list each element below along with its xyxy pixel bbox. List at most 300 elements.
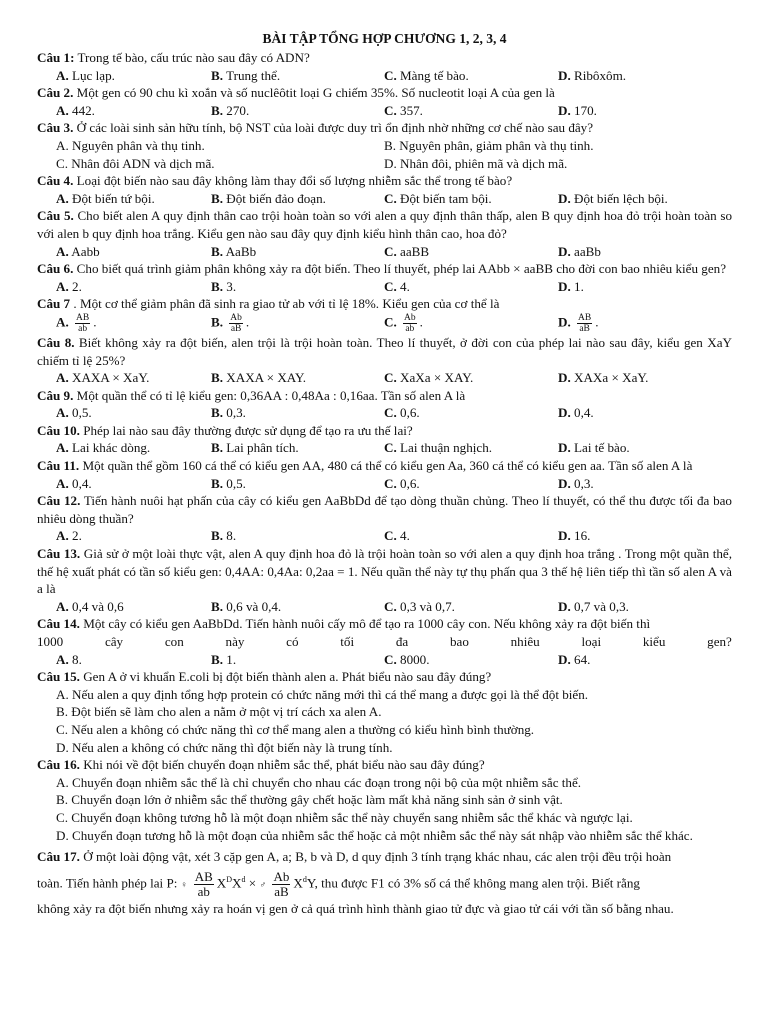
fraction-denominator: aB [230, 323, 242, 334]
option-text: 8000. [400, 651, 430, 667]
answer-option [56, 190, 211, 208]
answer-option [56, 278, 211, 296]
female-symbol: ♀ [180, 879, 188, 890]
answer-option [384, 404, 558, 422]
question-label: Câu 1: [37, 50, 75, 65]
question-word: loại [581, 634, 602, 649]
option-label: D. [558, 598, 571, 614]
question-text: Một gen có 90 chu kì xoắn và số nuclêôtit loại G chiếm 35%. Số nucleotit loại A của gen là [76, 85, 555, 101]
question-text: Một quần thể gồm 160 cá thể có kiểu gen AA, 480 cá thể có kiểu gen Aa, 360 cá thể có kiểu gen aa. Tần số alen A là [82, 458, 693, 474]
answer-option [558, 598, 732, 616]
option-text: Đột biến sẽ làm cho alen a nằm ở một vị trí cách xa alen A. [71, 704, 382, 720]
question-text: Loại đột biến nào sau đây không làm thay đổi số lượng nhiễm sắc thể trong tế bào? [76, 173, 513, 189]
answer-option [384, 243, 558, 261]
option-label: A. [56, 774, 69, 790]
allele-superscript: d [241, 875, 246, 885]
question-text: Cho biết alen A quy định thân cao trội hoàn toàn so với alen a quy định thân thấp, alen B quy định hoa đỏ trội hoàn toàn so với alen b quy định hoa trắng. Kiểu gen nào sau đây quy định kiểu hình thân cao, hoa đỏ? [37, 208, 732, 241]
question-label: Câu 7 [37, 296, 71, 312]
answer-option [56, 243, 211, 261]
page-title: BÀI TẬP TỔNG HỢP CHƯƠNG 1, 2, 3, 4 [262, 31, 507, 46]
option-label: B. [56, 792, 69, 808]
question-text: không xảy ra đột biến nhưng xảy ra hoán vị gen ở cả quá trình hình thành giao tử đực và giao tử cái với tần số bằng nhau. [37, 901, 674, 917]
option-label: C. [384, 440, 397, 456]
question-text-line [37, 615, 732, 633]
question-word: này [225, 634, 245, 649]
option-text: 442. [72, 102, 95, 118]
genotype-fraction-male [272, 870, 290, 899]
fraction-numerator: Ab [230, 312, 242, 323]
question-word: tối [340, 634, 355, 649]
answer-option [211, 475, 384, 493]
option-text: 4. [400, 528, 410, 544]
answer-option [56, 774, 732, 792]
option-label: C. [384, 651, 397, 667]
answer-option [56, 739, 732, 757]
q17-line3 [37, 899, 732, 919]
answer-option [211, 369, 384, 387]
option-label: B. [211, 190, 224, 206]
q17-suffix: , thu được F1 có 3% số cá thể không mang alen trội. Biết rằng [314, 875, 640, 891]
option-label: D. [558, 102, 571, 118]
option-text: aaBb [574, 243, 601, 259]
option-text: Đột biến tam bội. [400, 190, 492, 206]
option-label: D. [558, 370, 571, 386]
question-17 [37, 844, 732, 919]
option-label: C. [384, 102, 397, 118]
option-text: 4. [400, 278, 410, 294]
option-text: 0,6. [400, 405, 420, 421]
answer-options [37, 369, 732, 387]
option-label: D. [56, 827, 69, 843]
option-label: B. [384, 137, 397, 153]
option-text: Nhân đôi, phiên mã và dịch mã. [400, 155, 568, 171]
option-label: D. [558, 278, 571, 294]
fraction-numerator: Ab [404, 312, 416, 323]
answer-option [384, 137, 732, 155]
option-text: Lai khác dòng. [72, 440, 151, 456]
option-label: A. [56, 102, 69, 118]
answer-options [37, 774, 732, 844]
q17-line1 [37, 844, 732, 870]
option-text: Nguyên phân, giảm phân và thụ tinh. [399, 137, 594, 153]
answer-option [211, 243, 384, 261]
question-label: Câu 10. [37, 422, 80, 438]
option-text: Nếu alen a không có chức năng thì cơ thể mang alen a thường có kiểu hình bình thường. [71, 721, 535, 737]
option-label: B. [211, 370, 224, 386]
question-label: Câu 15. [37, 669, 80, 685]
option-text: 64. [574, 651, 591, 667]
option-label: C. [384, 405, 397, 421]
option-text: AaBb [225, 243, 257, 259]
option-text: Đột biến lệch bội. [574, 190, 668, 206]
option-label: A. [56, 370, 69, 386]
question-text-line [37, 295, 732, 313]
option-label: D. [558, 405, 571, 421]
answer-options [37, 404, 732, 422]
answer-option [56, 809, 732, 827]
option-label: C. [384, 190, 397, 206]
option-text: Ribôxôm. [574, 67, 627, 83]
option-label: B. [211, 243, 224, 259]
question-text: Cho biết quá trình giảm phân không xảy ra đột biến. Theo lí thuyết, phép lai AAbb × aaBB cho đời con bao nhiêu kiểu gen? [76, 261, 727, 277]
option-text: 2. [72, 278, 82, 294]
answer-option [384, 651, 558, 669]
answer-option: B. $\frac{Ab}{aB}$ . [211, 312, 250, 334]
answer-option [56, 102, 211, 120]
question-text: Biết không xảy ra đột biến, alen trội là trội hoàn toàn. Theo lí thuyết, ở đời con của phép lai nào sau đây, kiểu gen XaY chiếm tỉ lệ 25%? [37, 334, 732, 368]
question-label: Câu 11. [37, 458, 80, 474]
option-text: Lai thuận nghịch. [400, 440, 493, 456]
option-label: B. [211, 405, 224, 421]
option-label: A. [56, 405, 69, 421]
answer-option [211, 278, 384, 296]
option-text: XAXA × XaY. [72, 370, 150, 386]
question-block [37, 668, 732, 756]
question-label: Câu 17. [37, 849, 80, 865]
option-label: A. [56, 475, 69, 491]
option-text: Aabb [71, 243, 100, 259]
answer-option [211, 404, 384, 422]
option-text: 0,6 và 0,4. [226, 598, 282, 614]
option-label: D. [558, 67, 571, 83]
question-word: cây [104, 634, 124, 649]
x-chromosome: X [293, 875, 303, 891]
question-label: Câu 6. [37, 261, 74, 277]
question-block [37, 49, 732, 84]
fraction-denominator: aB [579, 323, 590, 334]
answer-option [384, 439, 558, 457]
question-text-line [37, 334, 732, 369]
option-text: 16. [574, 528, 591, 544]
question-label: Câu 4. [37, 173, 74, 189]
option-text: 8. [72, 651, 82, 667]
answer-option [558, 67, 732, 85]
genotype-fraction [403, 313, 417, 334]
option-text: Nếu alen a quy định tổng hợp protein có chức năng mới thì cá thể mang a được gọi là thể đột biến. [72, 686, 589, 702]
question-label: Câu 12. [37, 493, 81, 509]
question-word: nhiêu [510, 634, 540, 649]
question-block [37, 207, 732, 260]
option-label: B. [211, 528, 224, 544]
answer-options [37, 137, 732, 172]
option-label: B. [211, 278, 224, 294]
option-text: XAXA × XAY. [226, 370, 307, 386]
question-block [37, 387, 732, 422]
cross-symbol: × [248, 875, 257, 891]
question-label: Câu 5. [37, 208, 74, 224]
option-text: 1. [226, 651, 237, 667]
option-text: Chuyển đoạn tương hỗ là một đoạn của nhiễm sắc thể hoặc cả một nhiễm sắc thể này sát nhập vào nhiễm sắc thể khác. [72, 827, 693, 843]
question-text-line [37, 492, 732, 527]
question-label: Câu 9. [37, 387, 74, 403]
option-text: 0,4. [72, 475, 92, 491]
question-text-line [37, 207, 732, 242]
answer-options [37, 243, 732, 261]
question-text: . Một cơ thể giảm phân đã sinh ra giao tử ab với tỉ lệ 18%. Kiểu gen của cơ thể là [73, 296, 500, 312]
option-label: C. [56, 155, 69, 171]
option-text: Nhân đôi ADN và dịch mã. [71, 155, 215, 171]
fraction-denominator: ab [197, 884, 210, 900]
option-text: Màng tế bào. [400, 67, 469, 83]
option-label: C. [384, 278, 397, 294]
answer-option [56, 137, 384, 155]
option-text: 0,4 và 0,6 [72, 598, 124, 614]
answer-option [558, 190, 732, 208]
answer-option [558, 527, 732, 545]
question-text: Trong tế bào, cấu trúc nào sau đây có ADN? [77, 50, 310, 65]
option-label: C. [384, 67, 397, 83]
question-block [37, 492, 732, 545]
answer-option [384, 278, 558, 296]
question-text: Ở các loài sinh sản hữu tính, bộ NST của loài được duy trì ổn định nhờ những cơ chế nào sau đây? [76, 120, 594, 136]
answer-option [211, 527, 384, 545]
option-label: C. [384, 528, 397, 544]
option-label: B. [211, 67, 224, 83]
option-label: C. [384, 243, 397, 259]
genotype-fraction [229, 313, 243, 334]
option-label: B. [211, 475, 224, 491]
option-label: A. [56, 67, 69, 83]
answer-options [37, 686, 732, 756]
option-label: B. [211, 440, 224, 456]
question-text-line [37, 668, 732, 686]
answer-option [384, 598, 558, 616]
option-text: Nếu alen a không có chức năng thì đột biến này là trung tính. [72, 739, 393, 755]
answer-option [56, 703, 732, 721]
question-text: Khi nói về đột biến chuyển đoạn nhiễm sắc thể, phát biểu nào sau đây đúng? [83, 757, 485, 773]
answer-option [56, 651, 211, 669]
answer-options [37, 598, 732, 616]
option-label: B. [211, 598, 224, 614]
genotype-fraction-female [194, 870, 214, 899]
question-label: Câu 3. [37, 120, 74, 136]
answer-option [558, 651, 732, 669]
answer-option [558, 278, 732, 296]
answer-options [37, 67, 732, 85]
option-text: 0,3. [574, 475, 594, 491]
option-text: Đột biến tứ bội. [72, 190, 155, 206]
option-text: 1. [574, 278, 584, 294]
answer-option [558, 102, 732, 120]
male-symbol: ♂ [259, 879, 267, 890]
question-label: Câu 16. [37, 757, 80, 773]
option-label: B. [211, 651, 224, 667]
option-label: B. [211, 102, 224, 118]
question-label: Câu 2. [37, 85, 74, 101]
question-block [37, 756, 732, 844]
option-label: D. [558, 314, 571, 330]
question-word: bao [449, 634, 469, 649]
option-label: D. [558, 243, 571, 259]
answer-option [384, 67, 558, 85]
answer-option [56, 475, 211, 493]
answer-options [37, 190, 732, 208]
answer-option [56, 439, 211, 457]
answer-options [37, 102, 732, 120]
question-text-line [37, 49, 732, 67]
option-label: D. [558, 528, 571, 544]
answer-option [56, 155, 384, 173]
question-text-line [37, 387, 732, 405]
question-text-line [37, 84, 732, 102]
answer-option: A. $\frac{AB}{ab}$ . [56, 312, 97, 334]
question-block [37, 422, 732, 457]
question-word: 1000 [37, 634, 64, 649]
question-label: Câu 14. [37, 616, 80, 632]
answer-option [56, 527, 211, 545]
question-text: Phép lai nào sau đây thường được sử dụng để tạo ra ưu thế lai? [83, 422, 413, 438]
answer-option [384, 369, 558, 387]
answer-option [384, 102, 558, 120]
option-label: D. [558, 190, 571, 206]
option-text: 357. [400, 102, 423, 118]
question-text: Ở một loài động vật, xét 3 cặp gen A, a; B, b và D, d quy định 3 tính trạng khác nhau, các alen trội đều trội hoàn [83, 849, 672, 865]
answer-option: D. $\frac{AB}{aB}$ . [558, 312, 599, 334]
option-label: A. [56, 686, 69, 702]
question-block [37, 84, 732, 119]
allele-superscript: D [226, 875, 233, 885]
option-text: Lai tế bào. [574, 440, 630, 456]
answer-option [211, 651, 384, 669]
option-text: 0,6. [400, 475, 420, 491]
question-label: Câu 13. [37, 546, 81, 562]
option-text: Chuyển đoạn không tương hỗ là một đoạn nhiễm sắc thể này chuyển sang nhiễm sắc thể khác và ngược lại. [71, 809, 633, 825]
answer-option [558, 404, 732, 422]
answer-options [37, 527, 732, 545]
option-label: D. [558, 440, 571, 456]
option-label: A. [56, 598, 69, 614]
option-label: B. [56, 704, 69, 720]
answer-option [211, 67, 384, 85]
option-label: C. [384, 598, 397, 614]
option-label: D. [558, 475, 571, 491]
option-text: XAXa × XaY. [574, 370, 649, 386]
option-label: A. [56, 528, 69, 544]
question-text-line [37, 633, 732, 651]
option-label: B. [211, 314, 224, 330]
question-text: Tiến hành nuôi hạt phấn của cây có kiểu gen AaBbDd để tạo dòng thuần chủng. Theo lí thuyết, có thể thu được tối đa bao nhiêu dòng thuần? [37, 493, 732, 526]
answer-option [384, 190, 558, 208]
answer-option [56, 686, 732, 704]
answer-option [384, 155, 732, 173]
option-label: C. [384, 370, 397, 386]
answer-option [384, 527, 558, 545]
answer-option [211, 439, 384, 457]
answer-option [211, 102, 384, 120]
question-word: có [286, 634, 299, 649]
question-label: Câu 8. [37, 334, 75, 350]
option-text: XaXa × XAY. [400, 370, 474, 386]
option-text: aaBB [400, 243, 430, 259]
answer-option [56, 827, 732, 845]
answer-option [558, 243, 732, 261]
answer-option [211, 190, 384, 208]
option-label: A. [56, 314, 69, 330]
option-text: 170. [574, 102, 597, 118]
answer-options [37, 439, 732, 457]
answer-option [56, 598, 211, 616]
option-label: A. [56, 137, 69, 153]
question-word: đa [395, 634, 409, 649]
fraction-numerator: AB [194, 869, 213, 885]
option-label: C. [56, 809, 69, 825]
question-block [37, 172, 732, 207]
option-text: Trung thể. [226, 67, 281, 83]
question-text-line [37, 545, 732, 598]
fraction-numerator: AB [578, 312, 592, 323]
q17-line2 [37, 870, 732, 899]
fraction-denominator: ab [405, 323, 415, 334]
question-block [37, 457, 732, 492]
q17-prefix: toàn. Tiến hành phép lai P: [37, 875, 178, 891]
answer-option [384, 475, 558, 493]
allele-superscript: d [302, 875, 307, 885]
answer-options [37, 475, 732, 493]
question-block [37, 334, 732, 387]
option-label: C. [384, 475, 397, 491]
question-list [37, 49, 732, 844]
answer-option: C. $\frac{Ab}{ab}$ . [384, 312, 423, 334]
answer-option [56, 67, 211, 85]
fraction-denominator: aB [274, 884, 289, 900]
option-text: 0,5. [226, 475, 246, 491]
fraction-numerator: AB [76, 312, 90, 323]
question-block [37, 295, 732, 334]
answer-options [37, 278, 732, 296]
question-text: Một quần thể có tỉ lệ kiểu gen: 0,36AA : 0,48Aa : 0,16aa. Tần số alen A là [76, 387, 466, 403]
fraction-numerator: Ab [273, 869, 290, 885]
option-text: Chuyển đoạn nhiễm sắc thể là chỉ chuyển cho nhau các đoạn trong nội bộ của một nhiễm sắc thể. [72, 774, 582, 790]
option-text: Lục lạp. [72, 67, 115, 83]
option-text: 2. [72, 528, 82, 544]
genotype-fraction [75, 313, 90, 334]
option-text: 270. [226, 102, 250, 118]
option-text: 0,5. [72, 405, 92, 421]
genotype-fraction [577, 313, 592, 334]
option-text: 3. [226, 278, 237, 294]
option-label: C. [384, 314, 397, 330]
question-word: gen? [707, 634, 732, 649]
question-text-line [37, 260, 732, 278]
question-text-line [37, 119, 732, 137]
option-text: 0,3 và 0,7. [400, 598, 455, 614]
x-chromosome: X [216, 875, 227, 891]
answer-option [56, 791, 732, 809]
answer-option [56, 404, 211, 422]
option-text: Chuyển đoạn lớn ở nhiễm sắc thể thường gây chết hoặc làm mất khả năng sinh sản ở sinh vật. [71, 792, 563, 808]
answer-option [211, 598, 384, 616]
answer-option [558, 475, 732, 493]
option-label: C. [56, 721, 69, 737]
question-text-line [37, 457, 732, 475]
option-text: Đột biến đảo đoạn. [226, 190, 326, 206]
question-block [37, 545, 732, 615]
option-label: A. [56, 190, 69, 206]
answer-option [56, 721, 732, 739]
question-text: Gen A ở vi khuẩn E.coli bị đột biến thành alen a. Phát biểu nào sau đây đúng? [83, 669, 492, 685]
option-label: A. [56, 243, 69, 259]
option-text: Lai phân tích. [226, 440, 299, 456]
option-text: 8. [226, 528, 237, 544]
question-text-line [37, 756, 732, 774]
question-text: Giả sử ở một loài thực vật, alen A quy định hoa đỏ là trội hoàn toàn so với alen a quy định hoa trắng . Trong một quần thể, thế hệ xuất phát có tần số kiểu gen: 0,4AA: 0,4Aa: 0,2aa = 1. Nếu quần thể này tự thụ phấn qua 3 thế hệ liên tiếp thì tần số alen A và a là [37, 546, 732, 597]
question-text-line [37, 422, 732, 440]
question-text: Một cây có kiểu gen AaBbDd. Tiến hành nuôi cấy mô để tạo ra 1000 cây con. Nếu không xảy ra đột biến thì [83, 616, 651, 632]
answer-option [56, 369, 211, 387]
option-label: A. [56, 278, 69, 294]
option-label: A. [56, 440, 69, 456]
option-text: 0,4. [574, 405, 594, 421]
